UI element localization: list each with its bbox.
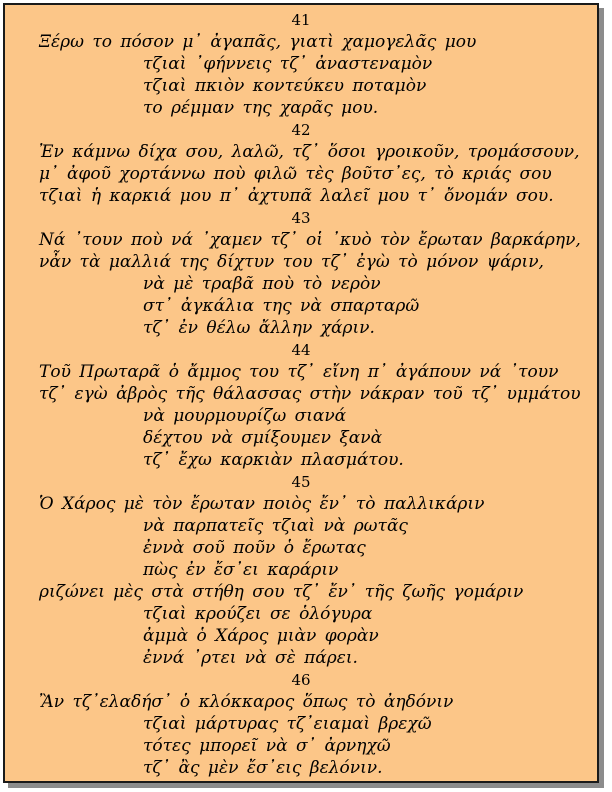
- poem-line: τζ᾽ ἐν θέλω ἄλλην χάριν.: [143, 318, 375, 338]
- stanza-number: 45: [291, 473, 311, 491]
- poem-line: νὰ μὲ τραβᾶ ποὺ τὸ νερὸν: [143, 274, 381, 294]
- poem-line: τζ᾽ εγὼ ἀβρὸς τῆς θάλασσας στὴν νάκραν τοῦ τζ᾽ υμμάτου: [39, 384, 581, 404]
- poem-line: Ἂν τζ᾽ελαδήσ᾽ ὁ κλόκκαρος ὅπως τὸ ἀηδόνιν: [39, 692, 454, 712]
- poem-line: τζιαὶ ἡ καρκιά μου π᾽ ἀχτυπᾶ λαλεῖ μου τ᾽ ὄνομάν σου.: [39, 186, 554, 206]
- poem-line: νὰ παρπατεῖς τζιαὶ νὰ ρωτᾶς: [143, 516, 408, 536]
- poem-line: Ξέρω το πόσον μ᾽ ἀγαπᾶς, γιατὶ χαμογελᾶς μου: [39, 32, 477, 52]
- stanza-number: 41: [291, 11, 311, 29]
- page-frame: [3, 3, 599, 783]
- poem-line: τζιαὶ ᾽φήννεις τζ᾽ ἀναστεναμὸν: [143, 54, 433, 74]
- poem-line: Τοῦ Πρωταρᾶ ὁ ἄμμος του τζ᾽ εἴνη π᾽ ἀγάπουν νά ᾽τουν: [39, 362, 559, 382]
- poem-line: Ἐν κάμνω δίχα σου, λαλῶ, τζ᾽ ὅσοι γροικοῦν, τρομάσσουν,: [39, 142, 580, 162]
- stanza-41: [35, 9, 589, 119]
- poem-line: ἀμμὰ ὁ Χάρος μιὰν φορὰν: [143, 626, 379, 646]
- poem-line: πὼς ἐν ἔσ᾽ει καράριν: [143, 560, 339, 580]
- stanza-44: [35, 339, 589, 471]
- poem-line: Ὁ Χάρος μὲ τὸν ἔρωταν ποιὸς ἔν᾽ τὸ παλλικάριν: [39, 494, 485, 514]
- poem-line: τζιαὶ κρούζει σε ὁλόγυρα: [143, 604, 373, 624]
- poem-line: ἐννά ᾽ρτει νὰ σὲ πάρει.: [143, 648, 358, 668]
- stanza-number: 44: [291, 341, 311, 359]
- poem-line: τζ᾽ ἂς μὲν ἔσ᾽εις βελόνιν.: [143, 758, 383, 778]
- stanza-46: [35, 669, 589, 779]
- stanza-45: [35, 471, 589, 669]
- poem-line: τζιαὶ πκιὸν κοντεύκευ ποταμὸν: [143, 76, 427, 96]
- poem-line: τζιαὶ μάρτυρας τζ᾽ειαμαὶ βρεχῶ: [143, 714, 432, 734]
- poem-line: μ᾽ ἀφοῦ χορτάννω ποὺ φιλῶ τὲς βοῦτσ᾽ες, τὸ κριάς σου: [39, 164, 552, 184]
- poem-line: τότες μπορεῖ νὰ σ᾽ ἀρνηχῶ: [143, 736, 391, 756]
- stanza-number: 42: [291, 121, 311, 139]
- poem-line: στ᾽ ἀγκάλια της νὰ σπαρταρῶ: [143, 296, 420, 316]
- poem-line: δέχτου νὰ σμίξουμεν ξανὰ: [143, 428, 383, 448]
- poem-content: [5, 5, 597, 779]
- poem-line: ριζώνει μὲς στὰ στήθη σου τζ᾽ ἔν᾽ τῆς ζωῆς γομάριν: [39, 582, 524, 602]
- poem-line: το ρέμμαν της χαρᾶς μου.: [143, 98, 379, 118]
- stanza-number: 46: [291, 671, 311, 689]
- poem-line: νὰ μουρμουρίζω σιανά: [143, 406, 347, 426]
- poem-line: ἐννὰ σοῦ ποῦν ὁ ἔρωτας: [143, 538, 366, 558]
- poem-line: τζ᾽ ἔχω καρκιὰν πλασμάτου.: [143, 450, 404, 470]
- poem-line: Νά ᾽τουν ποὺ νά ᾽χαμεν τζ᾽ οἱ ᾽κυὸ τὸν ἔρωταν βαρκάρην,: [39, 230, 581, 250]
- stanza-42: [35, 119, 589, 207]
- stanza-43: [35, 207, 589, 339]
- stanza-number: 43: [291, 209, 311, 227]
- poem-line: νἆν τὰ μαλλιά της δίχτυν του τζ᾽ ἐγὼ τὸ μόνον ψάριν,: [39, 252, 544, 272]
